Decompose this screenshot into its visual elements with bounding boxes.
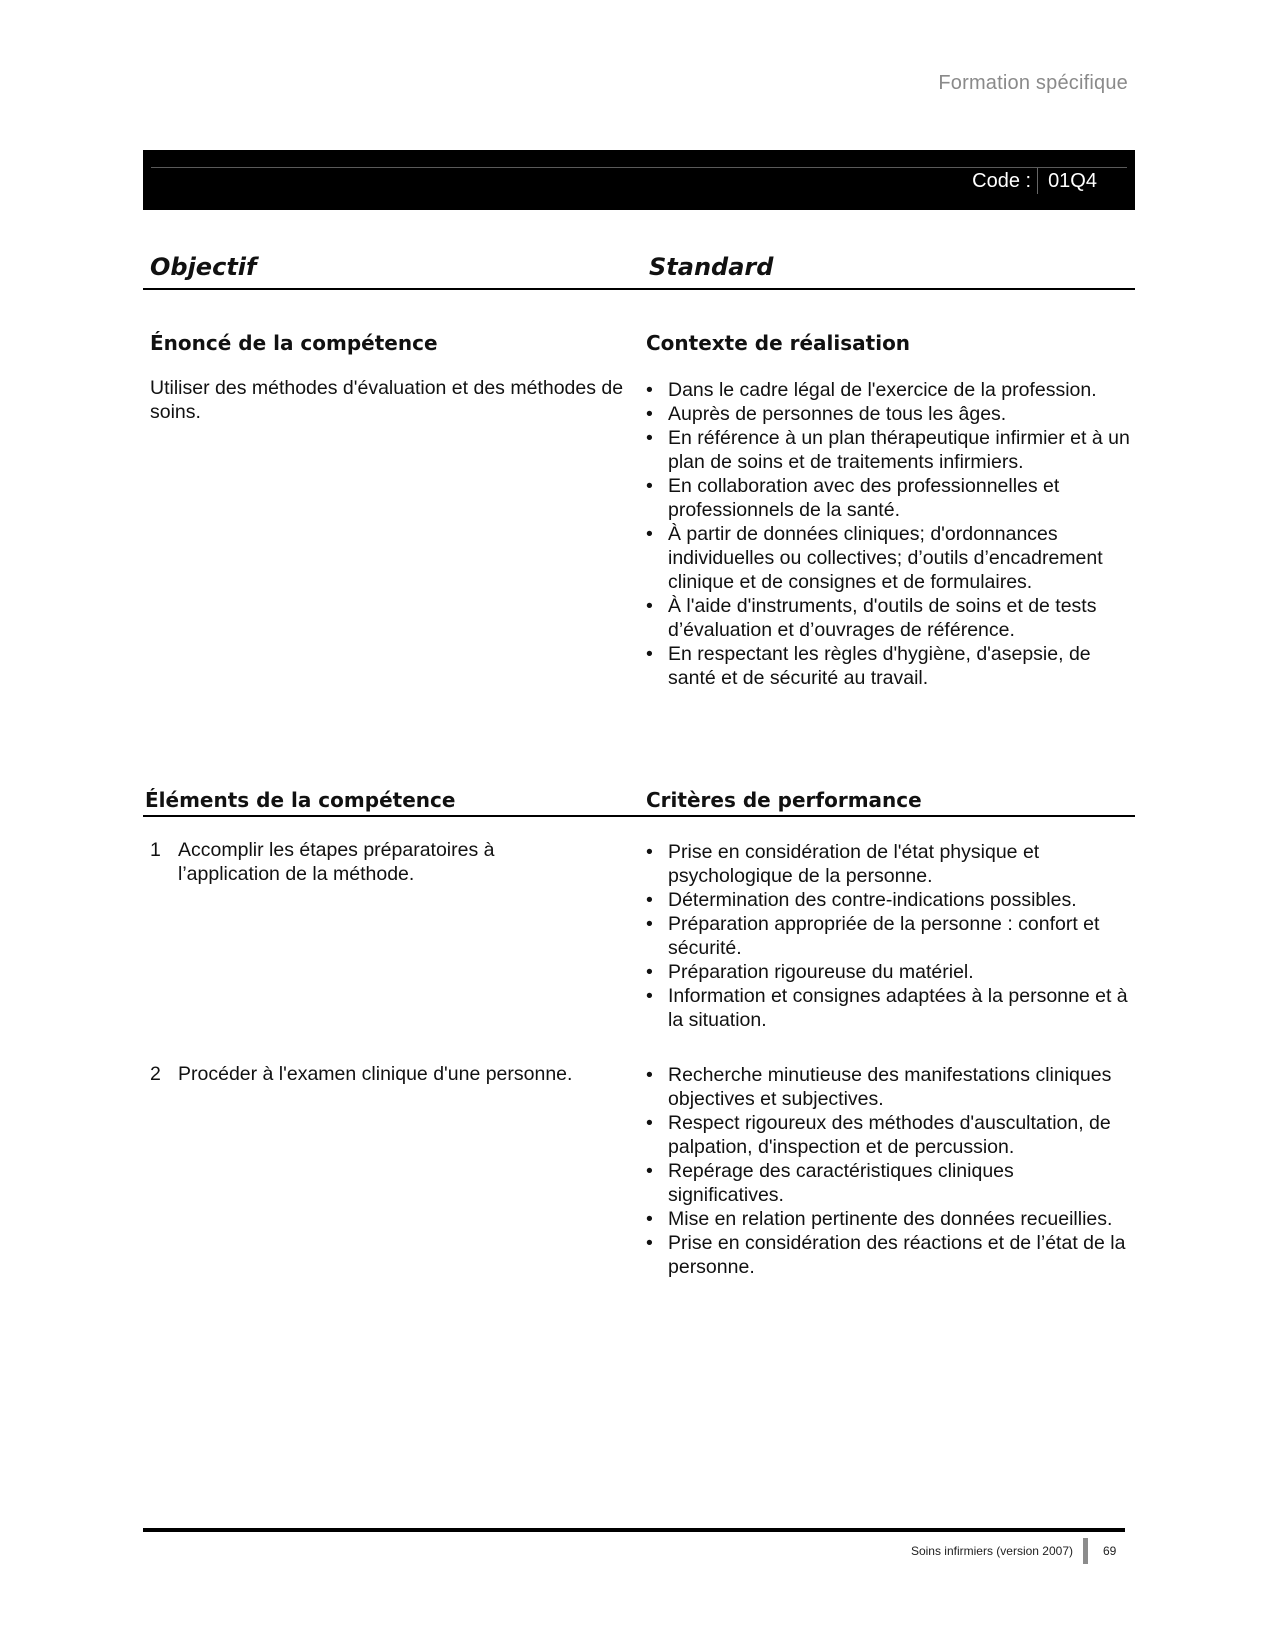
element-number: 1 (150, 839, 161, 861)
code-wrap (972, 168, 1097, 194)
criteria-item: • Respect rigoureux des méthodes d'auscultation, de palpation, d'inspection et de percussion. (646, 1111, 1134, 1159)
element-text: Procéder à l'examen clinique d'une personne. (178, 1063, 573, 1085)
criteria-item: • Préparation rigoureuse du matériel. (646, 960, 1134, 984)
criteria-item: • Détermination des contre-indications possibles. (646, 888, 1134, 912)
footer-separator (1083, 1538, 1088, 1564)
standard-heading: Standard (649, 253, 774, 281)
code-label: Code : (972, 169, 1032, 192)
element-number: 2 (150, 1063, 161, 1085)
columns-divider (143, 288, 1135, 290)
footer-title: Soins infirmiers (version 2007) (910, 1544, 1073, 1558)
context-item: • En respectant les règles d'hygiène, d'asepsie, de santé et de sécurité au travail. (646, 642, 1134, 690)
context-item: • Dans le cadre légal de l'exercice de la profession. (646, 378, 1134, 402)
context-item: • Auprès de personnes de tous les âges. (646, 402, 1134, 426)
context-item: • À partir de données cliniques; d'ordonnances individuelles ou collectives; d’outils d’encadrement clinique et de consignes et de formulaires. (646, 522, 1134, 594)
code-bar (143, 150, 1135, 210)
criteria-item: • Mise en relation pertinente des données recueillies. (646, 1207, 1134, 1231)
criteria-heading: Critères de performance (646, 788, 922, 812)
code-separator (1037, 168, 1038, 194)
elements-divider (143, 815, 1135, 817)
section-label: Formation spécifique (938, 72, 1128, 94)
element-text: Accomplir les étapes préparatoires à l’application de la méthode. (178, 839, 495, 885)
context-item: • En référence à un plan thérapeutique infirmier et à un plan de soins et de traitements infirmiers. (646, 426, 1134, 474)
element-item (150, 838, 550, 886)
context-heading: Contexte de réalisation (646, 331, 911, 355)
code-value: 01Q4 (1048, 169, 1097, 192)
criteria-item: • Prise en considération des réactions et de l’état de la personne. (646, 1231, 1134, 1279)
criteria-list (646, 1063, 1134, 1279)
criteria-item: • Recherche minutieuse des manifestations cliniques objectives et subjectives. (646, 1063, 1134, 1111)
context-item: • En collaboration avec des professionnelles et professionnels de la santé. (646, 474, 1134, 522)
element-item (150, 1062, 630, 1086)
context-list (646, 378, 1134, 690)
criteria-item: • Prise en considération de l'état physique et psychologique de la personne. (646, 840, 1134, 888)
criteria-item: • Préparation appropriée de la personne : confort et sécurité. (646, 912, 1134, 960)
criteria-list (646, 840, 1134, 1032)
criteria-item: • Information et consignes adaptées à la personne et à la situation. (646, 984, 1134, 1032)
competence-heading: Énoncé de la compétence (150, 331, 438, 355)
criteria-item: • Repérage des caractéristiques cliniques significatives. (646, 1159, 1134, 1207)
context-item: • À l'aide d'instruments, d'outils de soins et de tests d’évaluation et d’ouvrages de référence. (646, 594, 1134, 642)
competence-text: Utiliser des méthodes d'évaluation et des méthodes de soins. (150, 377, 624, 423)
page-number: 69 (1103, 1544, 1117, 1558)
objectif-heading: Objectif (150, 253, 257, 281)
elements-heading: Éléments de la compétence (145, 788, 456, 812)
footer-rule (143, 1528, 1125, 1532)
